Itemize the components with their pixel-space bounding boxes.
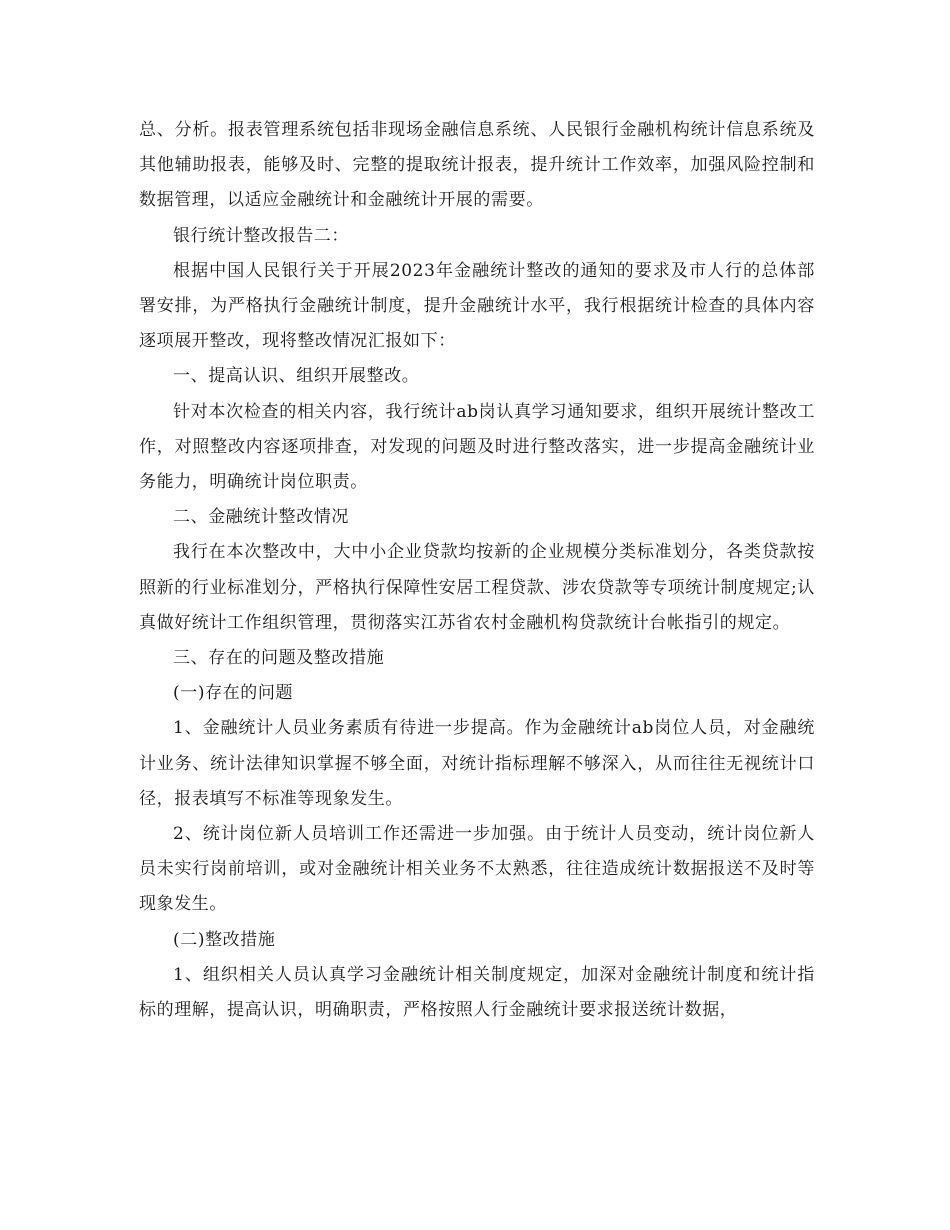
paragraph-problem-one: 1、金融统计人员业务素质有待进一步提高。作为金融统计ab岗位人员，对金融统计业务、统计法律知识掌握不够全面，对统计指标理解不够深入，从而往往无视统计口径，报表填写不标准等现象发生。 xyxy=(139,718,815,809)
paragraph-measure-one: 1、组织相关人员认真学习金融统计相关制度规定，加深对金融统计制度和统计指标的理解，提高认识，明确职责，严格按照人行金融统计要求报送统计数据， xyxy=(139,964,815,1021)
paragraph-problem-two: 2、统计岗位新人员培训工作还需进一步加强。由于统计人员变动，统计岗位新人员未实行岗前培训，或对金融统计相关业务不太熟悉，往往造成统计数据报送不及时等现象发生。 xyxy=(139,824,815,915)
section-heading-one: 一、提高认识、组织开展整改。 xyxy=(173,366,420,387)
subheading-problems: (一)存在的问题 xyxy=(173,683,294,704)
document-body xyxy=(139,113,815,1028)
subheading-measures: (二)整改措施 xyxy=(173,929,276,950)
paragraph-intro: 根据中国人民银行关于开展2023年金融统计整改的通知的要求及市人行的总体部署安排，为严格执行金融统计制度，提升金融统计水平，我行根据统计检查的具体内容逐项展开整改，现将整改情况汇报如下： xyxy=(139,260,815,352)
section-heading-two: 二、金融统计整改情况 xyxy=(173,507,349,528)
paragraph-section-one: 针对本次检查的相关内容，我行统计ab岗认真学习通知要求，组织开展统计整改工作，对照整改内容逐项排查，对发现的问题及时进行整改落实，进一步提高金融统计业务能力，明确统计岗位职责。 xyxy=(139,401,815,493)
report-two-heading: 银行统计整改报告二： xyxy=(173,225,349,246)
paragraph-section-two: 我行在本次整改中，大中小企业贷款均按新的企业规模分类标准划分，各类贷款按照新的行业标准划分，严格执行保障性安居工程贷款、涉农贷款等专项统计制度规定;认真做好统计工作组织管理，贯彻落实江苏省农村金融机构贷款统计台帐指引的规定。 xyxy=(139,542,815,633)
section-heading-three: 三、存在的问题及整改措施 xyxy=(173,648,385,669)
paragraph-continuation: 总、分析。报表管理系统包括非现场金融信息系统、人民银行金融机构统计信息系统及其他辅助报表，能够及时、完整的提取统计报表，提升统计工作效率，加强风险控制和数据管理，以适应金融统计和金融统计开展的需要。 xyxy=(139,120,815,211)
